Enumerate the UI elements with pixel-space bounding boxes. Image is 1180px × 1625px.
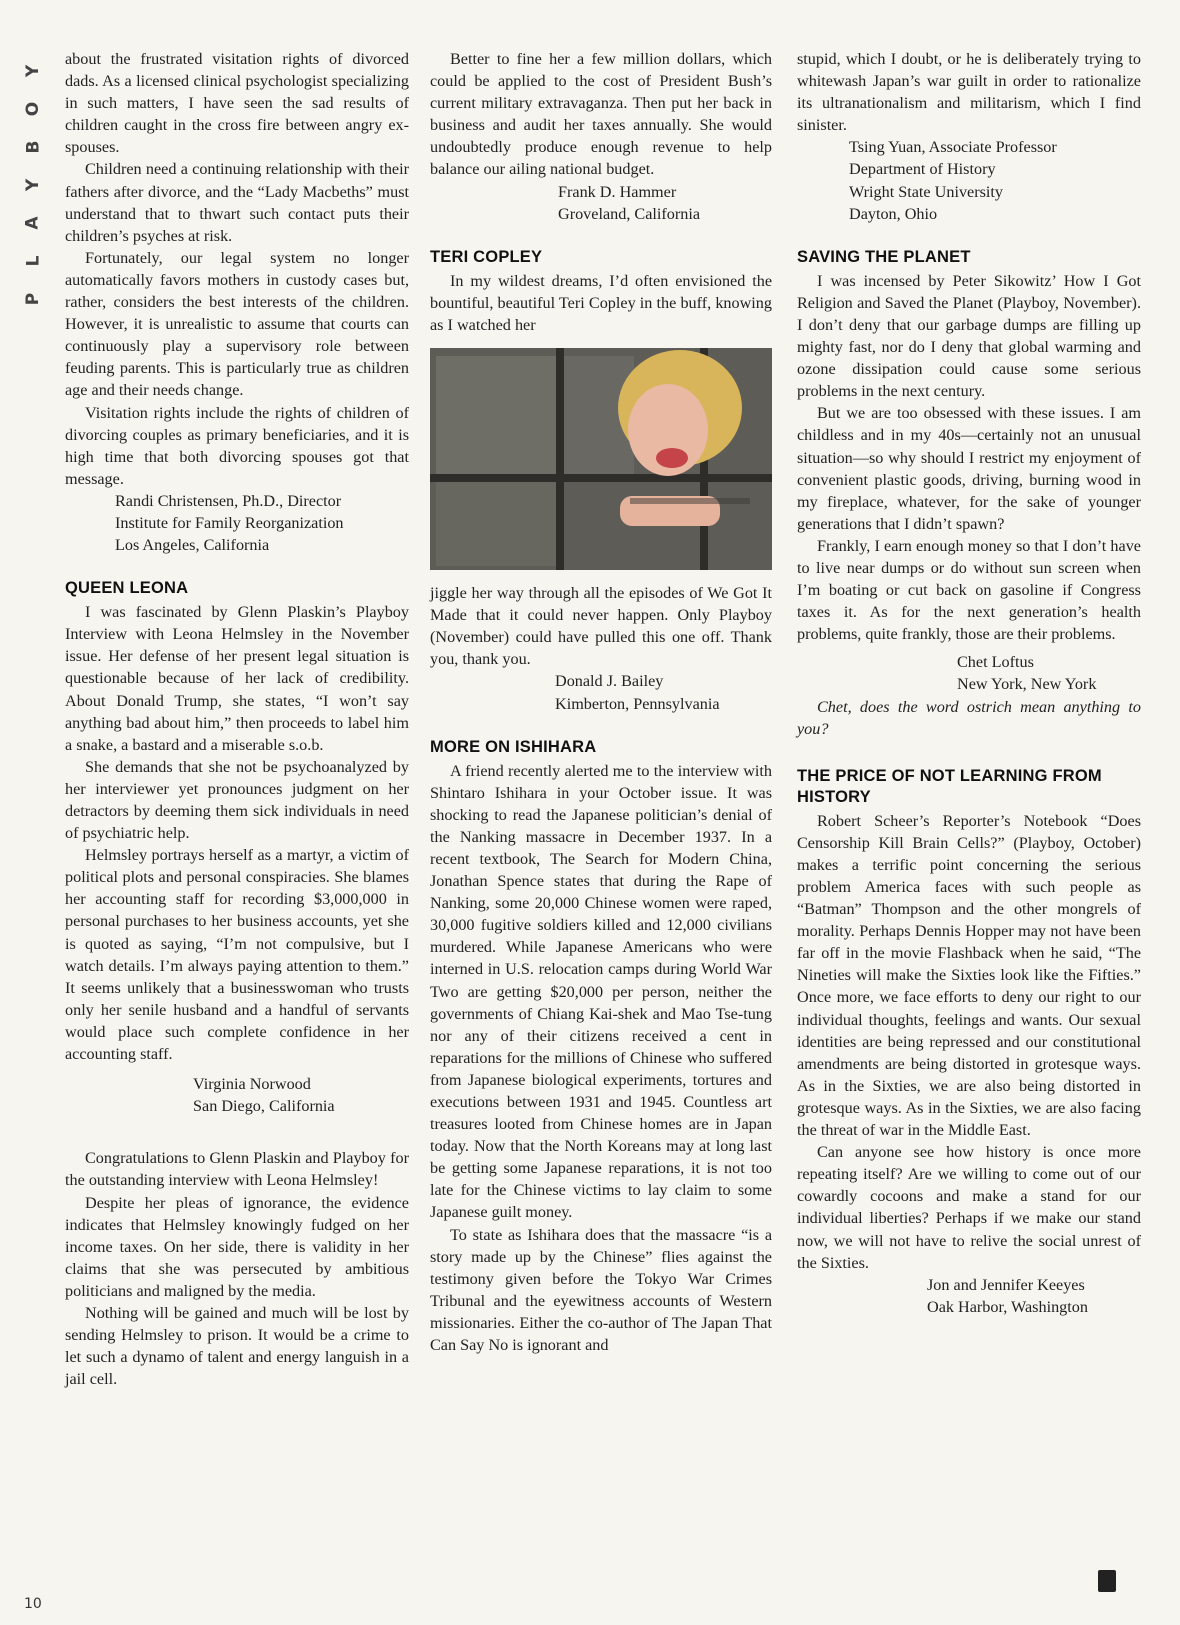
letter-paragraph: Frankly, I earn enough money so that I don’t have to live near dumps or do without sun screen when I’m boating or cut back on gasoline if Congress taxes it. As for the next generation’s health problems, quite frankly, those are their problems. (797, 536, 1141, 644)
column-2 (430, 48, 772, 1356)
letter-signature (430, 670, 772, 714)
signature-line: Frank D. Hammer (558, 182, 677, 201)
letter-signature (65, 490, 409, 556)
signature-line: Donald J. Bailey (555, 672, 664, 691)
letter-paragraph: Nothing will be gained and much will be lost by sending Helmsley to prison. It would be a crime to let such a dynamo of talent and energy languish in a jail cell. (65, 1303, 409, 1389)
letter-paragraph: Congratulations to Glenn Plaskin and Playboy for the outstanding interview with Leona Helmsley! (65, 1149, 409, 1190)
letter-paragraph: But we are too obsessed with these issues. I am childless and in my 40s—certainly not an unusual situation—so why should I restrict my enjoyment of convenient plastic goods, driving, burning wood in my fireplace, whatever, for the sake of younger generations that I didn’t spawn? (797, 404, 1141, 533)
bunny-logo-icon (1098, 1570, 1116, 1592)
teri-copley-photo (430, 348, 772, 570)
section-heading: QUEEN LEONA (65, 579, 189, 598)
column-3 (797, 48, 1141, 1318)
letter-paragraph: I was incensed by Peter Sikowitz’ How I Got Religion and Saved the Planet (Playboy, November). I don’t deny that our garbage dumps are filling up mighty fast, nor do I deny that global warming and ozone dissipation could cause some serious problems in the next century. (797, 271, 1141, 401)
letter-paragraph: In my wildest dreams, I’d often envisioned the bountiful, beautiful Teri Copley in the buff, knowing as I watched her (430, 271, 772, 334)
letter-paragraph: I was fascinated by Glenn Plaskin’s Playboy Interview with Leona Helmsley in the November issue. Her defense of her present legal situation is questionable because of her lack of credibility. About Donald Trump, she states, “I won’t say anything bad about him,” then proceeds to label him a snake, a bastard and a miserable s.o.b. (65, 603, 409, 754)
signature-line: Virginia Norwood (193, 1075, 311, 1094)
column-1 (65, 48, 409, 1390)
letter-paragraph: Can anyone see how history is once more repeating itself? Are we willing to come out of our cowardly cocoons and make a stand for our individual liberties? Perhaps if we make our stand now, we will not have to relive the social unrest of the Sixties. (797, 1143, 1141, 1272)
letter-paragraph: Better to fine her a few million dollars, which could be applied to the cost of President Bush’s current military extravaganza. Then put her back in business and audit her taxes annually. She would undoubtedly produce enough revenue to help balance our ailing national budget. (430, 50, 772, 179)
letter-paragraph: She demands that she not be psychoanalyzed by her interviewer yet pronounces judgment on her detractors by deeming them sick individuals in need of psychiatric help. (65, 757, 409, 843)
signature-line: Groveland, California (558, 204, 701, 223)
spacer (65, 1117, 409, 1147)
section-heading: TERI COPLEY (430, 247, 543, 266)
signature-line: Jon and Jennifer Keeyes (927, 1275, 1085, 1294)
letter-signature (65, 1073, 409, 1117)
page-number: 10 (24, 1596, 42, 1612)
signature-line: Oak Harbor, Washington (927, 1297, 1088, 1316)
signature-line: New York, New York (957, 675, 1097, 694)
section-heading: MORE ON ISHIHARA (430, 737, 597, 756)
letter-paragraph: To state as Ishihara does that the massacre “is a story made up by the Chinese” flies against the testimony given before the Tokyo War Crimes Tribunal and the eyewitness accounts of Western missionaries. Either the co-author of The Japan That Can Say No is ignorant and (430, 1225, 772, 1355)
title-letter: Y (23, 64, 43, 78)
letter-signature (797, 651, 1141, 673)
signature-line: Wright State University (849, 182, 1004, 201)
title-letter: A (22, 216, 43, 230)
letter-paragraph: about the frustrated visitation rights of divorced dads. As a licensed clinical psychologist specializing in such matters, I have seen the sad results of children caught in the cross fire between angry ex-spouses. (65, 50, 409, 157)
letter-signature (797, 673, 1141, 695)
letter-paragraph: Fortunately, our legal system no longer automatically favors mothers in custody cases but, rather, considers the best interests of the children. However, it is unrealistic to assume that courts can continuously play a supervisory role between feuding parents. This is particularly true as children age and their needs change. (65, 248, 409, 400)
signature-line: Randi Christensen, Ph.D., Director (115, 491, 342, 510)
title-letter: L (23, 255, 43, 267)
title-letter: P (23, 292, 43, 306)
section-heading: SAVING THE PLANET (797, 247, 971, 266)
signature-line: Institute for Family Reorganization (115, 513, 344, 532)
signature-line: Chet Loftus (957, 653, 1034, 672)
editor-reply: Chet, does the word ostrich mean anything to you? (797, 697, 1141, 738)
title-letter: B (23, 140, 43, 154)
signature-line: Dayton, Ohio (849, 204, 938, 223)
magazine-title-vertical (22, 52, 44, 318)
title-letter: Y (23, 178, 43, 192)
section-heading: THE PRICE OF NOT LEARNING FROM HISTORY (797, 766, 1102, 806)
letter-paragraph: Helmsley portrays herself as a martyr, a victim of political plots and personal conspiracies. She blames her accounting staff for recording $3,000,000 in personal purchases to her business accounts, yet she is quoted as saying, “I’m not compulsive, but I watch details. I’m always paying attention to them.” It seems unlikely that a businesswoman who trusts only her senile husband and a handful of servants would place such complete confidence in her accounting staff. (65, 846, 409, 1064)
letter-signature (430, 181, 772, 225)
letter-paragraph: A friend recently alerted me to the interview with Shintaro Ishihara in your October issue. It was shocking to read the Japanese politician’s denial of the Nanking massacre in December 1937. In a recent textbook, The Search for Modern China, Jonathan Spence states that during the Rape of Nanking, some 20,000 Chinese women were raped, 30,000 fugitive soldiers killed and 12,000 civilians murdered. While Japanese Americans who were interned in U.S. relocation camps during World War Two are getting $20,000 per person, neither the governments of Chiang Kai-shek and Mao Tse-tung nor any of their citizens received a cent in reparations for the millions of Chinese who suffered from Japanese biological experiments, tortures and executions between 1931 and 1945. Countless art treasures looted from Chinese homes are in Japan today. Now that the North Koreans may at long last be getting some Japanese reparations, it is not too late for the Chinese victims to lay claim to some Japanese guilt money. (430, 761, 772, 1222)
letter-paragraph: Visitation rights include the rights of children of divorcing couples as primary beneficiaries, and it is high time that both divorcing spouses got that message. (65, 403, 409, 488)
letter-paragraph: stupid, which I doubt, or he is deliberately trying to whitewash Japan’s war guilt in order to rationalize its ultranationalism and militarism, which I find sinister. (797, 50, 1141, 135)
window-photo-illustration (430, 348, 772, 570)
letter-paragraph: Robert Scheer’s Reporter’s Notebook “Does Censorship Kill Brain Cells?” (Playboy, October) makes a terrific point concerning the serious problem America faces with such people as “Batman” Thompson and the other mongrels of morality. Perhaps Dennis Hopper may not have been far off in the movie Flashback when he said, “The Nineties will make the Sixties look like the Fifties.” Once more, we face efforts to deny our right to our individual thoughts, feelings and wants. Our sexual identities are being repressed and our constitutional amendments are being distorted in grotesque ways. As in the Sixties, we are also being distorted in grotesque ways. As in the Sixties, we are also facing the threat of war in the Middle East. (797, 811, 1141, 1140)
signature-line: Tsing Yuan, Associate Professor (849, 138, 1057, 157)
signature-line: Kimberton, Pennsylvania (555, 694, 720, 713)
title-letter: O (22, 101, 43, 117)
letter-paragraph: Despite her pleas of ignorance, the evidence indicates that Helmsley knowingly fudged on her income taxes. On her side, there is validity in her claims that she was persecuted by ambitious politicians and maligned by the media. (65, 1193, 409, 1300)
letter-paragraph: Children need a continuing relationship with their fathers after divorce, and the “Lady Macbeths” must understand that to thwart such contact puts their children’s psyches at risk. (65, 160, 409, 245)
signature-line: Los Angeles, California (115, 536, 270, 555)
signature-line: San Diego, California (193, 1097, 335, 1116)
letter-paragraph: jiggle her way through all the episodes of We Got It Made that it could never happen. Only Playboy (November) could have pulled this one off. Thank you, thank you. (430, 584, 772, 669)
letter-signature (797, 136, 1141, 224)
signature-line: Department of History (849, 160, 996, 179)
letter-signature (797, 1274, 1141, 1318)
